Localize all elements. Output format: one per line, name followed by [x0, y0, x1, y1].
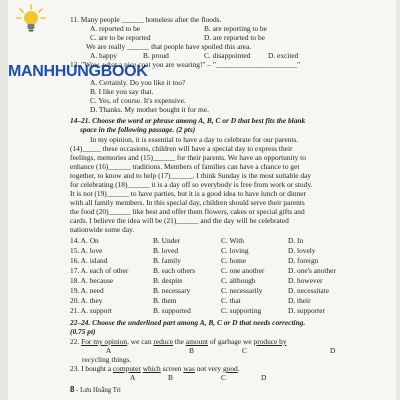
section-heading-22-24-cont: (0.75 pt) [70, 327, 96, 336]
option-16-b: B. family [153, 256, 181, 265]
underlined-part-a: computer [112, 364, 141, 373]
question-13-option-b: B. I like you say that. [90, 87, 154, 96]
option-19-c: C. necessarily [221, 286, 263, 295]
page-number: 8 [70, 385, 75, 394]
section-heading-22-24: 22–24. Choose the underlined part among A, B, C or D that needs correcting. [70, 318, 306, 327]
option-15-d: D. lovely [288, 246, 316, 255]
section-heading-14-21-cont: space in the following passage. (2 pts) [80, 125, 196, 134]
underlined-part-a: For my opinion [81, 337, 128, 346]
option-19-d: D. necessitate [288, 286, 330, 295]
option-14-c: C. With [221, 236, 244, 245]
option-18-a: 18. A. because [70, 276, 114, 285]
option-21-c: C. supporting [221, 306, 262, 315]
option-18-c: C. although [221, 276, 256, 285]
section-heading-14-21: 14–21. Choose the word or phrase among A, B, C or D that best fits the blank [70, 116, 306, 125]
option-14-a: 14. A. On [70, 236, 99, 245]
question-12-stem: We are really ______ that people have spoiled this area. [86, 42, 252, 51]
underlined-part-c: was [183, 364, 195, 373]
question-22-label-c: C [242, 346, 247, 355]
option-19-a: 19. A. need [70, 286, 104, 295]
brand-text: MANHHUNGBOOK [8, 63, 148, 80]
option-20-c: C. that [221, 296, 241, 305]
question-23-sentence [70, 364, 240, 373]
passage-line: nationwide some day. [70, 225, 135, 234]
question-12-option-d: D. excited [268, 51, 299, 60]
question-12-option-b: B. proud [143, 51, 169, 60]
question-23-label-b: B [168, 373, 173, 382]
option-15-a: 15. A. love [70, 246, 103, 255]
option-17-d: D. one's another [288, 266, 336, 275]
option-20-d: D. their [288, 296, 311, 305]
page-footer [70, 385, 121, 394]
document-page [8, 0, 396, 400]
passage-line: In my opinion, it is essential to have a day to celebrate for our parents. [90, 135, 299, 144]
option-17-b: B. each others [153, 266, 196, 275]
sentence-text: , we can [127, 337, 154, 346]
passage-line: enhance (16)______ traditions. Members of families can have a chance to get [70, 162, 300, 171]
passage-line: the food (20)______ like best and offer them flowers, cakes or special gifts and [70, 207, 305, 216]
option-14-d: D. In [288, 236, 304, 245]
question-23-label-c: C [221, 373, 226, 382]
option-17-c: C. one another [221, 266, 265, 275]
question-23-label-d: D [261, 373, 267, 382]
option-14-b: B. Under [153, 236, 181, 245]
question-13-option-c: C. Yes, of course. It's expensive. [90, 96, 186, 105]
sentence-text: . [237, 364, 240, 373]
underlined-part-c: amount [185, 337, 208, 346]
question-11-option-a: A. reported to be [90, 24, 141, 33]
question-11-stem: 11. Many people ______ homeless after the floods. [70, 15, 222, 24]
option-21-b: B. supported [153, 306, 191, 315]
option-16-a: 16. A. island [70, 256, 108, 265]
question-23-label-a: A [130, 373, 136, 382]
underlined-part-d: produce by [253, 337, 287, 346]
sentence-text: the [173, 337, 186, 346]
question-22-continuation: recycling things. [82, 355, 132, 364]
question-12-option-c: C. disappointed [204, 51, 251, 60]
option-15-b: B. loved [153, 246, 179, 255]
option-21-d: D. supporter [288, 306, 325, 315]
question-22-sentence [70, 337, 287, 346]
question-13-stem: 13. "Wow, what a nice coat you are wearing!" – "______________________" [70, 60, 301, 69]
underlined-part-b: reduce [153, 337, 174, 346]
option-16-c: C. home [221, 256, 247, 265]
passage-line: together, to know and to help (17)______. I think Sunday is the most suitable day [70, 171, 312, 180]
question-11-option-b: B. are reporting to be [204, 24, 268, 33]
passage-line: with all family members. In this special day, children should serve their parents [70, 198, 305, 207]
sentence-text: screen [162, 364, 182, 373]
option-19-b: B. necessary [153, 286, 191, 295]
question-13-option-d: D. Thanks. My mother bought it for me. [90, 105, 209, 114]
question-12-option-a: A. happy [90, 51, 118, 60]
sentence-text: of garbage we [207, 337, 254, 346]
question-22-label-d: D [330, 346, 336, 355]
passage-line: It is not (19)______ to have parties, but it is a good idea to have lunch or dinner [70, 189, 307, 198]
question-22-label-b: B [189, 346, 194, 355]
passage-line: feelings, memories and (15)______ for their parents. We have an opportunity to [70, 153, 306, 162]
underlined-part-d: good [222, 364, 238, 373]
question-23-number: 23. I bought a [70, 364, 113, 373]
option-20-a: 20. A. they [70, 296, 103, 305]
underlined-part-b: which [142, 364, 161, 373]
lightbulb-icon [16, 4, 46, 34]
option-20-b: B. them [153, 296, 177, 305]
question-11-option-d: D. are reported to be [204, 33, 265, 42]
footer-author: - Lưu Hoằng Trí [74, 387, 121, 394]
question-22-label-a: A [106, 346, 112, 355]
passage-line: cards. I believe the idea will be (21)______ and the day will be celebrated [70, 216, 289, 225]
option-17-a: 17. A. each of other [70, 266, 129, 275]
passage-line: (14)_____ these occasions, children will have a special day to express their [70, 144, 293, 153]
sentence-text: not very [194, 364, 223, 373]
option-18-b: B. despite [153, 276, 183, 285]
option-18-d: D. however [288, 276, 323, 285]
option-21-a: 21. A. support [70, 306, 112, 315]
option-15-c: C. loving [221, 246, 249, 255]
option-16-d: D. foreign [288, 256, 319, 265]
question-11-option-c: C. are to be reported [90, 33, 151, 42]
passage-line: for celebrating (18)______ it is a day off so everybody is free from work or study. [70, 180, 313, 189]
question-22-number: 22. [70, 337, 82, 346]
question-13-option-a: A. Certainly. Do you like it too? [90, 78, 186, 87]
